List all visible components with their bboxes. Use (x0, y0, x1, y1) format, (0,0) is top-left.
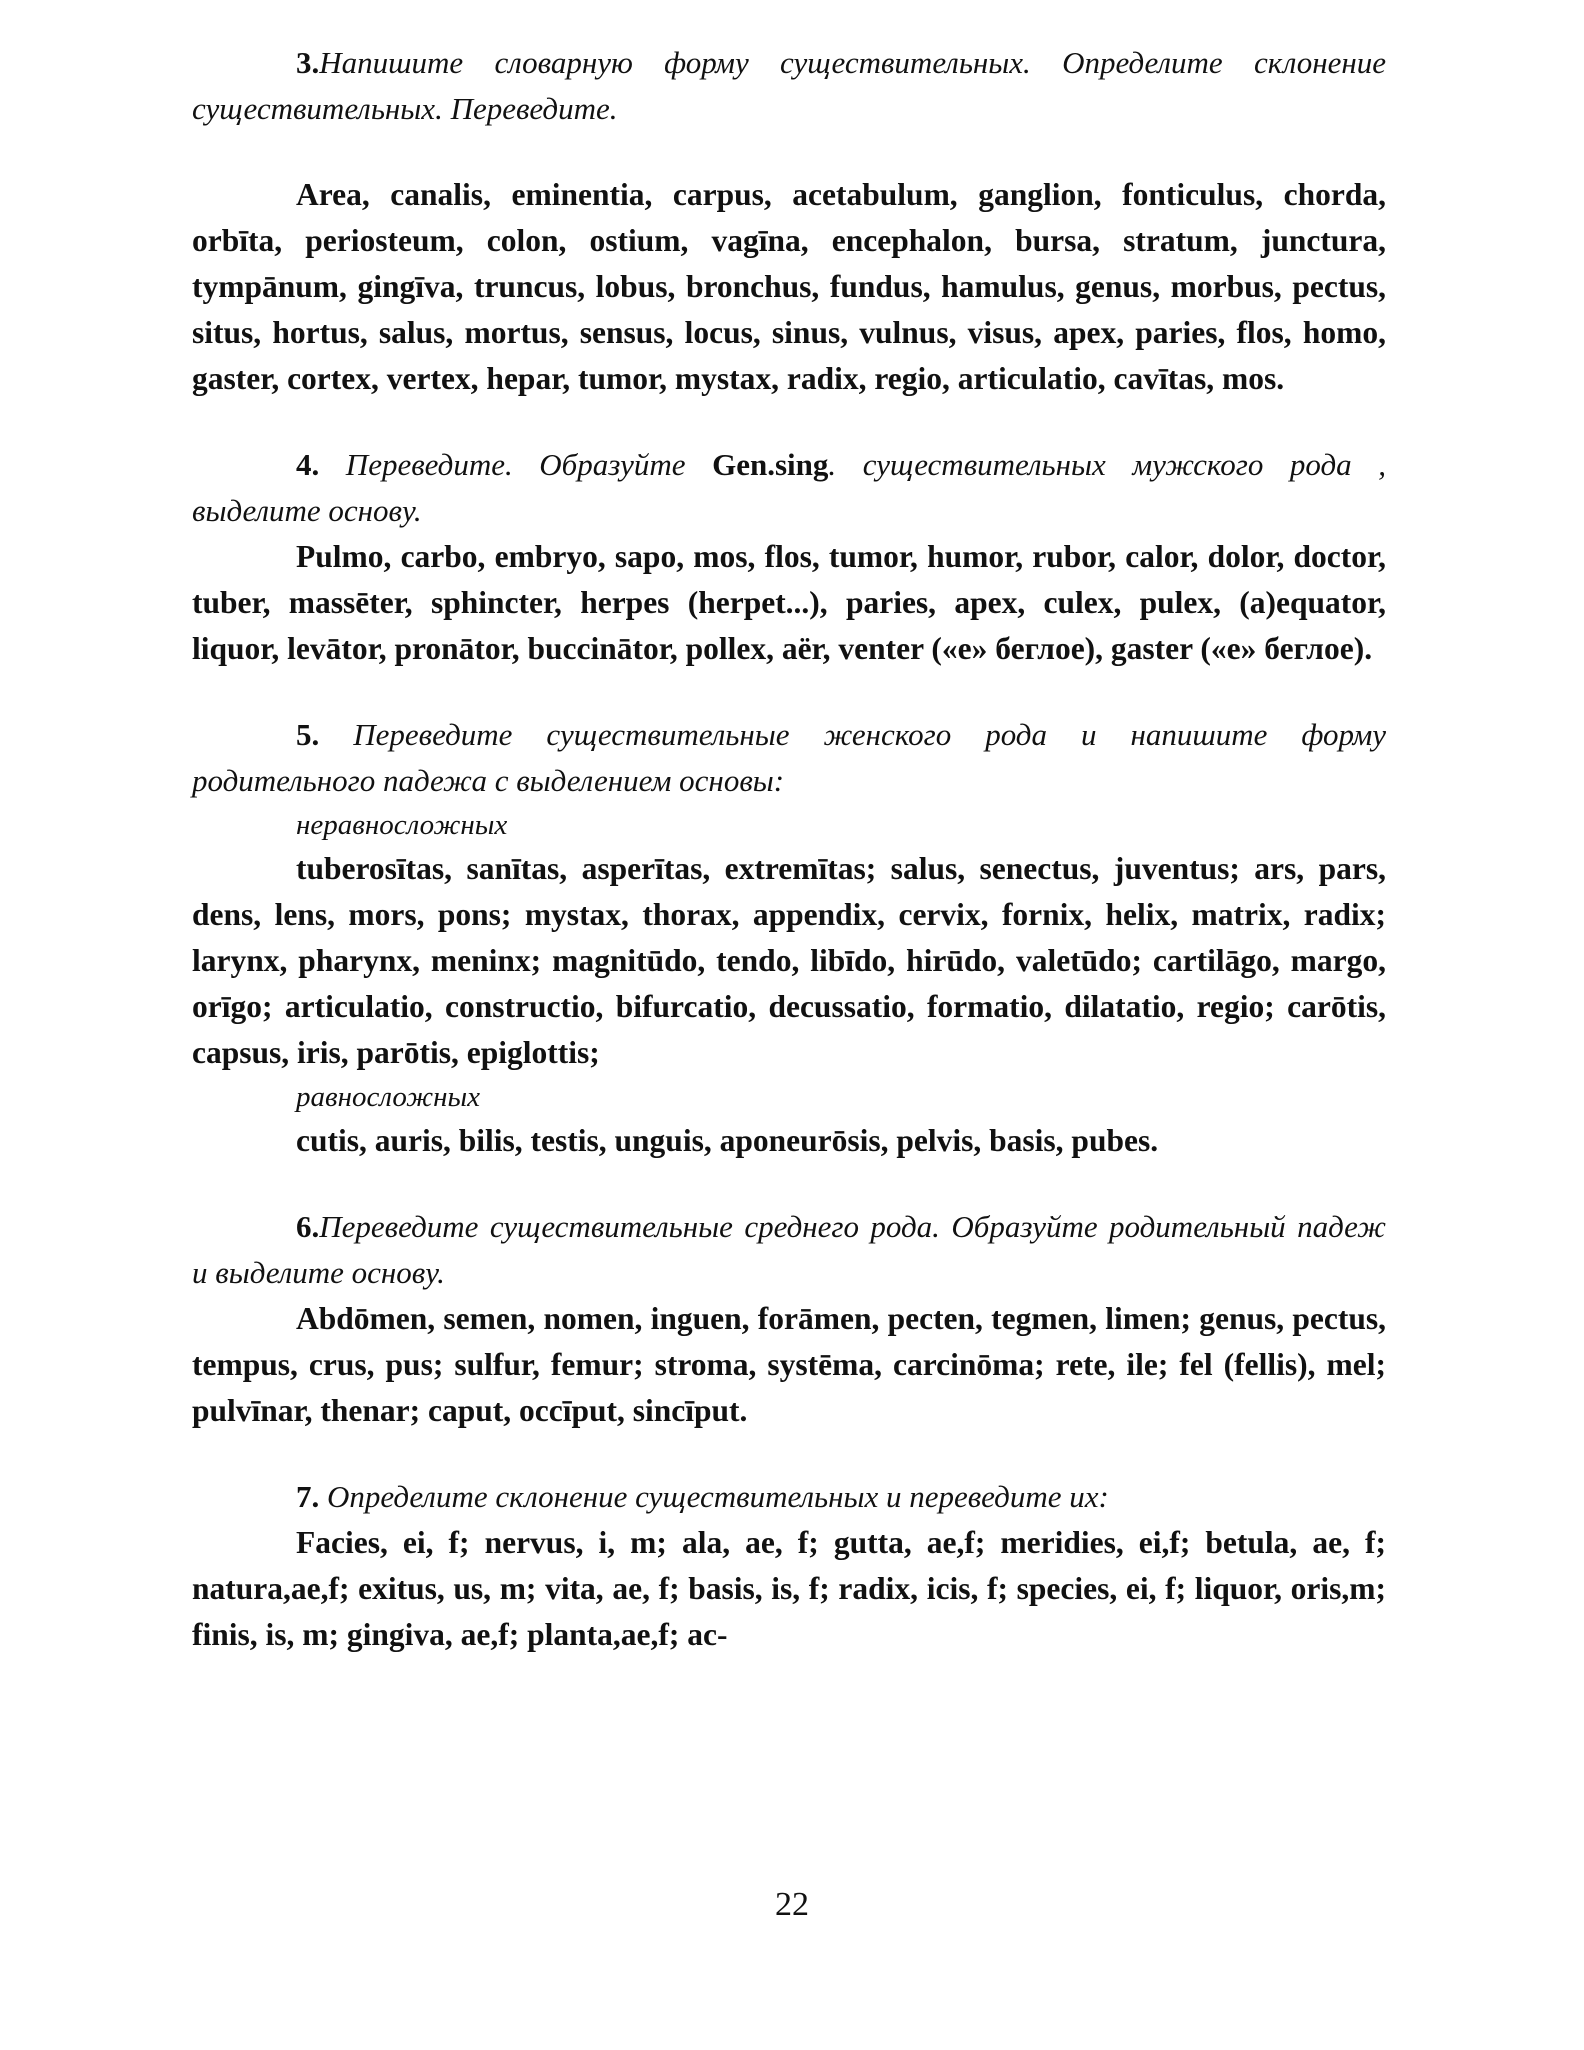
exercise-6-instruction (192, 1204, 1386, 1296)
exercise-3-number: 3. (296, 45, 320, 80)
exercise-7 (192, 1474, 1386, 1658)
exercise-7-instruction-text: Определите склонение существительных и переведите их: (319, 1479, 1109, 1514)
exercise-4 (192, 442, 1386, 672)
exercise-3-instruction (192, 40, 1386, 132)
exercise-5-word-list-equal: cutis, auris, bilis, testis, unguis, aponeurōsis, pelvis, basis, pubes. (296, 1123, 1159, 1158)
exercise-5-instruction (192, 712, 1386, 804)
exercise-4-number: 4. (296, 447, 320, 482)
exercise-4-instruction (192, 442, 1386, 534)
exercise-3 (192, 40, 1386, 402)
exercise-4-instruction-part-a: Переведите. Образуйте (319, 447, 713, 482)
exercise-3-word-list: Area, canalis, eminentia, carpus, acetabulum, ganglion, fonticulus, chorda, orbīta, periosteum, colon, ostium, vagīna, encephalon, bursa, stratum, junctura, tympānum, gingīva, truncus, lobus, bronchus, fundus, hamulus, genus, morbus, pectus, situs, hortus, salus, mortus, sensus, locus, sinus, vulnus, visus, apex, paries, flos, homo, gaster, cortex, vertex, hepar, tumor, mystax, radix, regio, articulatio, cavītas, mos. (192, 177, 1386, 396)
exercise-5-label-equal: равносложных (296, 1081, 480, 1113)
exercise-5 (192, 712, 1386, 1164)
exercise-6-number: 6. (296, 1209, 320, 1244)
exercise-5-number: 5. (296, 717, 320, 752)
exercise-3-instruction-text: Напишите словарную форму существительных. Определите склонение существительных. Переведите. (192, 45, 1386, 126)
page-number: 22 (775, 1886, 809, 1923)
exercise-4-instruction-part-b: . существительных мужского рода , выделите основу. (192, 447, 1386, 528)
exercise-6-instruction-text: Переведите существительные среднего рода. Образуйте родительный падеж и выделите основу. (192, 1209, 1386, 1290)
exercise-4-word-list: Pulmo, carbo, embryo, sapo, mos, flos, tumor, humor, rubor, calor, dolor, doctor, tuber, massēter, sphincter, herpes (herpet...), paries, apex, culex, pulex, (a)equator, liquor, levātor, pronātor, buccinātor, pollex, aёr, venter («е» беглое), gaster («е» беглое). (192, 539, 1386, 666)
exercise-6-word-list: Abdōmen, semen, nomen, inguen, forāmen, pecten, tegmen, limen; genus, pectus, tempus, crus, pus; sulfur, femur; stroma, systēma, carcinōma; rete, ile; fel (fellis), mel; pulvīnar, thenar; caput, occīput, sincīput. (192, 1301, 1386, 1428)
exercise-7-number: 7. (296, 1479, 320, 1514)
exercise-7-instruction (192, 1474, 1386, 1520)
exercise-5-instruction-text: Переведите существительные женского рода и напишите форму родительного падежа с выделением основы: (192, 717, 1386, 798)
document-page (192, 40, 1386, 1698)
exercise-4-gen-sing: Gen.sing (712, 447, 829, 482)
exercise-5-word-list-unequal: tuberosītas, sanītas, asperītas, extremītas; salus, senectus, juventus; ars, pars, dens, lens, mors, pons; mystax, thorax, appendix, cervix, fornix, helix, matrix, radix; larynx, pharynx, meninx; magnitūdo, tendo, libīdo, hirūdo, valetūdo; cartilāgo, margo, orīgo; articulatio, constructio, bifurcatio, decussatio, formatio, dilatatio, regio; carōtis, capsus, iris, parōtis, epiglottis; (192, 851, 1386, 1070)
exercise-5-label-unequal: неравносложных (296, 809, 508, 841)
exercise-7-word-list: Facies, ei, f; nervus, i, m; ala, ae, f; gutta, ae,f; meridies, ei,f; betula, ae, f; natura,ae,f; exitus, us, m; vita, ae, f; basis, is, f; radix, icis, f; species, ei, f; liquor, oris,m; finis, is, m; gingiva, ae,f; planta,ae,f; ac- (192, 1525, 1386, 1652)
exercise-6 (192, 1204, 1386, 1434)
